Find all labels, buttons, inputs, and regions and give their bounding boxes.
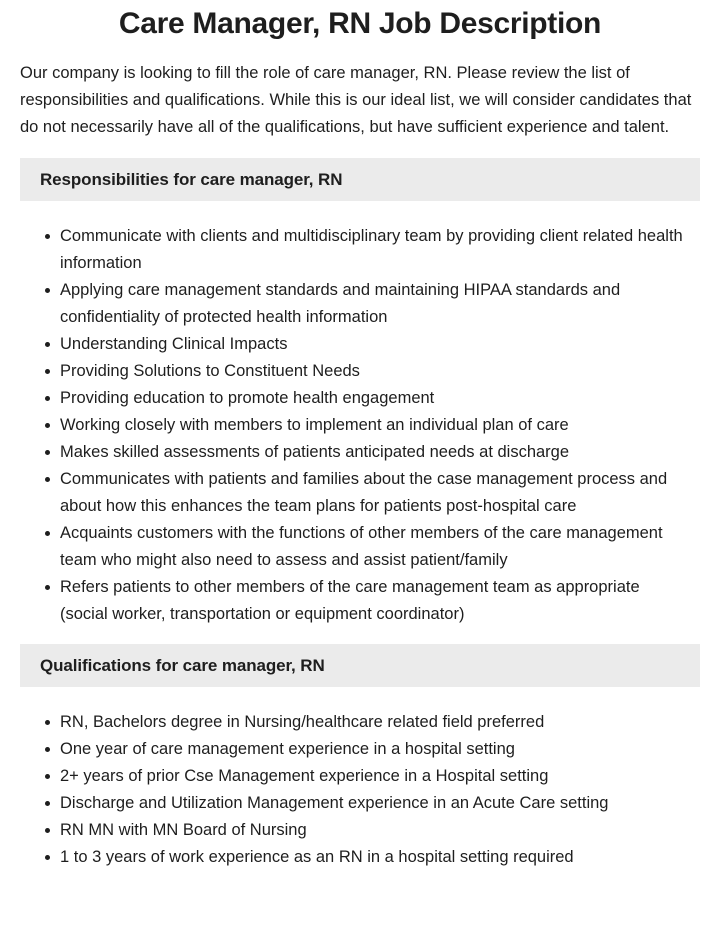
list-item-text: RN MN with MN Board of Nursing bbox=[60, 821, 307, 839]
intro-paragraph: Our company is looking to fill the role of care manager, RN. Please review the list of responsibilities and qualifications. While this is our ideal list, we will consider candidates that do not necessarily have all of the qualifications, but have sufficient experience and talent. bbox=[20, 64, 692, 136]
list-item-text: Providing education to promote health engagement bbox=[60, 389, 435, 407]
bullet-icon bbox=[45, 342, 50, 347]
list-item bbox=[45, 466, 690, 520]
list-item-text: Applying care management standards and maintaining HIPAA standards and confidentiality of protected health information bbox=[60, 281, 621, 326]
list-item bbox=[45, 439, 690, 466]
list-item bbox=[45, 817, 690, 844]
bullet-icon bbox=[45, 396, 50, 401]
bullet-icon bbox=[45, 423, 50, 428]
qualifications-list bbox=[20, 709, 700, 871]
bullet-icon bbox=[45, 477, 50, 482]
list-item bbox=[45, 736, 690, 763]
bullet-icon bbox=[45, 234, 50, 239]
list-item bbox=[45, 574, 690, 628]
list-item-text: 2+ years of prior Cse Management experience in a Hospital setting bbox=[60, 767, 549, 785]
list-item bbox=[45, 790, 690, 817]
list-item-text: Makes skilled assessments of patients anticipated needs at discharge bbox=[60, 443, 570, 461]
list-item bbox=[45, 520, 690, 574]
list-item-text: Understanding Clinical Impacts bbox=[60, 335, 288, 353]
bullet-icon bbox=[45, 774, 50, 779]
list-item bbox=[45, 385, 690, 412]
list-item-text: Communicates with patients and families about the case management process and about how this enhances the team plans for patients post-hospital care bbox=[60, 470, 668, 515]
list-item-text: Working closely with members to implement an individual plan of care bbox=[60, 416, 569, 434]
qualifications-section bbox=[20, 644, 700, 871]
qualifications-section-heading: Qualifications for care manager, RN bbox=[40, 655, 325, 675]
list-item-text: One year of care management experience in a hospital setting bbox=[60, 740, 515, 758]
bullet-icon bbox=[45, 747, 50, 752]
list-item bbox=[45, 277, 690, 331]
list-item-text: Communicate with clients and multidisciplinary team by providing client related health information bbox=[60, 227, 683, 272]
list-item bbox=[45, 844, 690, 871]
list-item-text: RN, Bachelors degree in Nursing/healthcare related field preferred bbox=[60, 713, 545, 731]
list-item bbox=[45, 331, 690, 358]
list-item bbox=[45, 412, 690, 439]
list-item-text: Discharge and Utilization Management experience in an Acute Care setting bbox=[60, 794, 609, 812]
list-item-text: Acquaints customers with the functions of other members of the care management team who might also need to assess and assist patient/family bbox=[60, 524, 663, 569]
responsibilities-section-header bbox=[20, 158, 700, 201]
bullet-icon bbox=[45, 828, 50, 833]
list-item-text: 1 to 3 years of work experience as an RN in a hospital setting required bbox=[60, 848, 574, 866]
qualifications-section-header bbox=[20, 644, 700, 687]
list-item-text: Refers patients to other members of the care management team as appropriate (social worker, transportation or equipment coordinator) bbox=[60, 578, 640, 623]
bullet-icon bbox=[45, 801, 50, 806]
bullet-icon bbox=[45, 531, 50, 536]
list-item bbox=[45, 763, 690, 790]
list-item bbox=[45, 223, 690, 277]
responsibilities-section-heading: Responsibilities for care manager, RN bbox=[40, 169, 343, 189]
bullet-icon bbox=[45, 450, 50, 455]
responsibilities-list bbox=[20, 223, 700, 628]
bullet-icon bbox=[45, 720, 50, 725]
list-item bbox=[45, 358, 690, 385]
bullet-icon bbox=[45, 585, 50, 590]
responsibilities-section bbox=[20, 158, 700, 628]
page-title: Care Manager, RN Job Description bbox=[118, 7, 602, 40]
list-item bbox=[45, 709, 690, 736]
bullet-icon bbox=[45, 369, 50, 374]
list-item-text: Providing Solutions to Constituent Needs bbox=[60, 362, 360, 380]
bullet-icon bbox=[45, 855, 50, 860]
bullet-icon bbox=[45, 288, 50, 293]
